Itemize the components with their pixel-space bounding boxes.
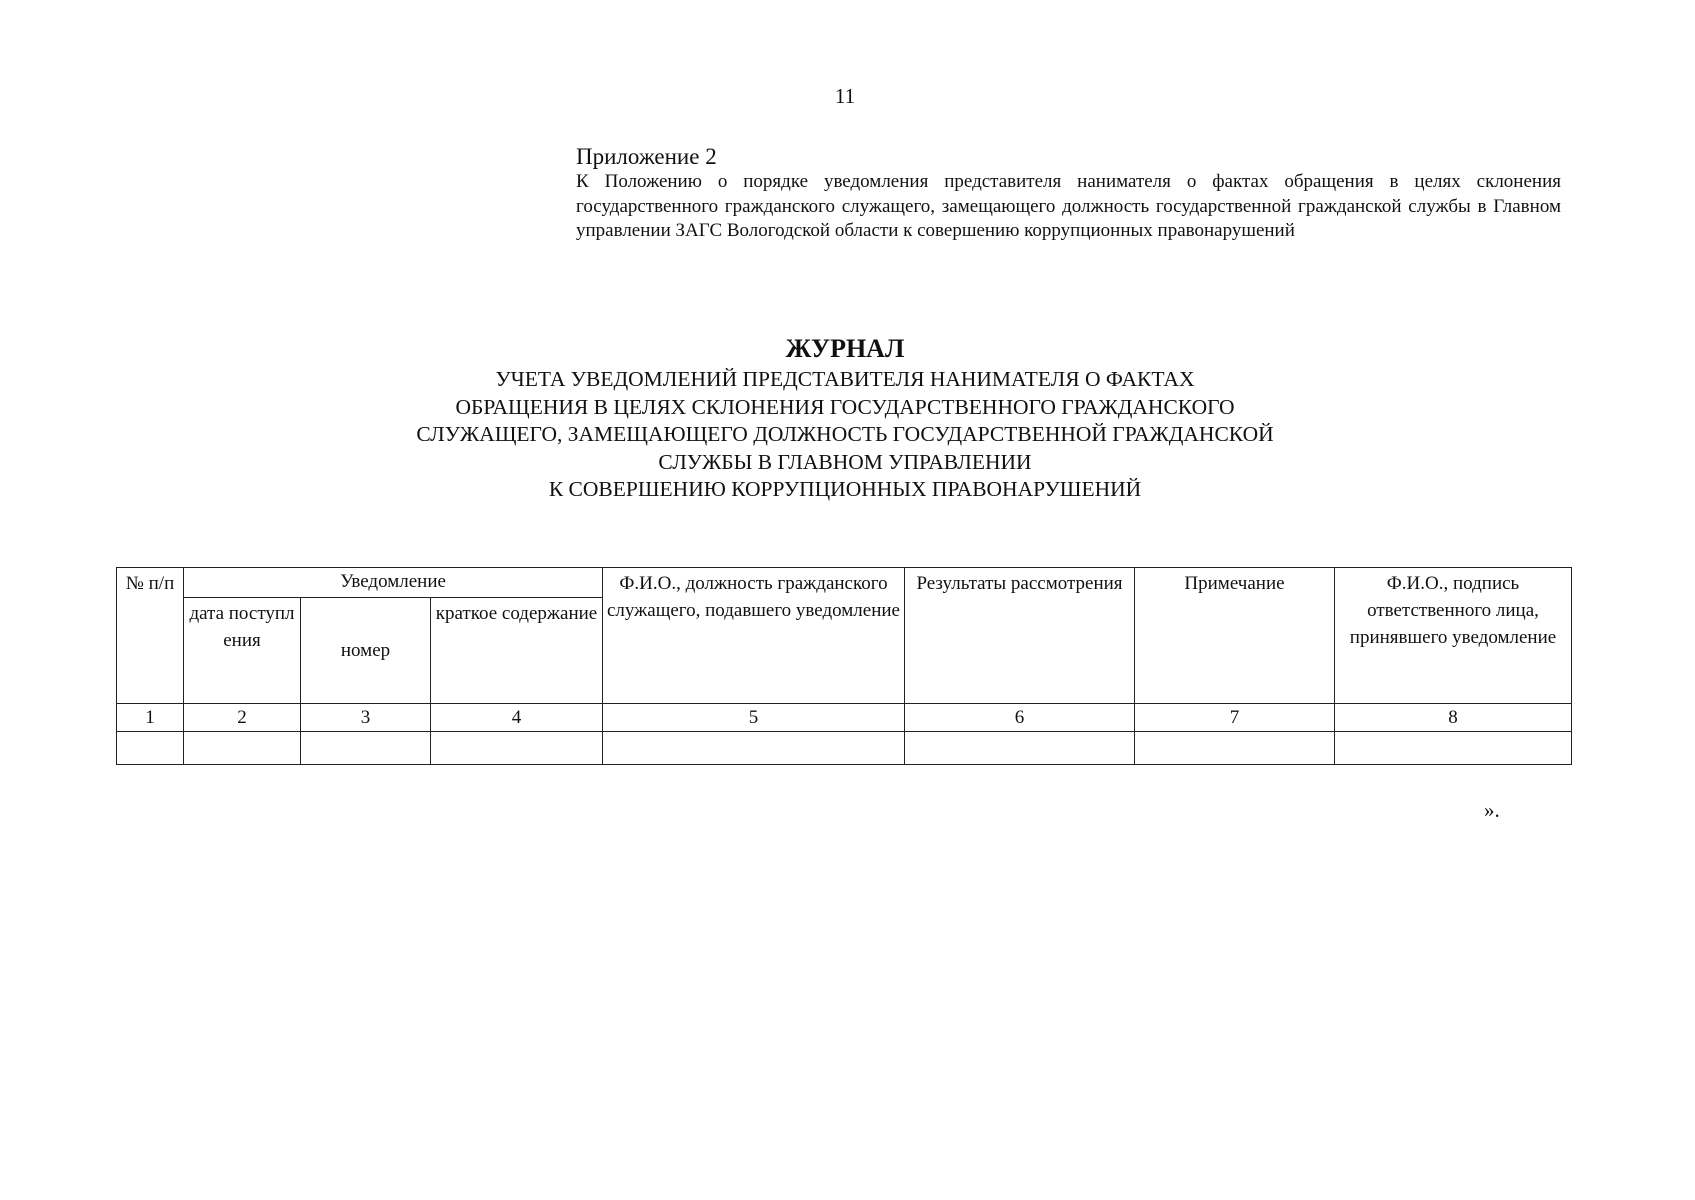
header-summary: краткое содержание bbox=[431, 598, 603, 704]
empty-cell bbox=[184, 732, 301, 765]
page-number: 11 bbox=[834, 84, 856, 108]
column-numbers-row bbox=[117, 704, 1572, 732]
header-fio: Ф.И.О., должность гражданского служащего, подавшего уведомление bbox=[603, 568, 905, 704]
subtitle-line: СЛУЖАЩЕГО, ЗАМЕЩАЮЩЕГО ДОЛЖНОСТЬ ГОСУДАРСТВЕННОЙ ГРАЖДАНСКОЙ bbox=[416, 422, 1274, 447]
journal-title: ЖУРНАЛ bbox=[785, 334, 905, 363]
column-number: 4 bbox=[431, 704, 603, 732]
header-number: номер bbox=[301, 598, 431, 704]
column-number: 6 bbox=[905, 704, 1135, 732]
header-no: № п/п bbox=[117, 568, 184, 704]
header-note: Примечание bbox=[1135, 568, 1335, 704]
subtitle-line: УЧЕТА УВЕДОМЛЕНИЙ ПРЕДСТАВИТЕЛЯ НАНИМАТЕЛЯ О ФАКТАХ bbox=[495, 367, 1195, 391]
column-number: 1 bbox=[117, 704, 184, 732]
column-number: 3 bbox=[301, 704, 431, 732]
subtitle-line: ОБРАЩЕНИЯ В ЦЕЛЯХ СКЛОНЕНИЯ ГОСУДАРСТВЕННОГО ГРАЖДАНСКОГО bbox=[455, 394, 1235, 419]
column-number: 2 bbox=[184, 704, 301, 732]
empty-cell bbox=[431, 732, 603, 765]
header-responsible: Ф.И.О., подпись ответственного лица, принявшего уведомление bbox=[1335, 568, 1572, 704]
empty-cell bbox=[301, 732, 431, 765]
journal-table bbox=[116, 567, 1572, 765]
empty-cell bbox=[905, 732, 1135, 765]
empty-cell bbox=[1135, 732, 1335, 765]
column-number: 8 bbox=[1335, 704, 1572, 732]
column-number: 5 bbox=[603, 704, 905, 732]
empty-cell bbox=[603, 732, 905, 765]
appendix-text: К Положению о порядке уведомления представителя нанимателя о фактах обращения в целях склонения государственного гражданского служащего, замещающего должность государственной гражданской службы в Главном управлении ЗАГС Вологодской области к совершению коррупционных правонарушений bbox=[576, 171, 1561, 241]
appendix-title: Приложение 2 bbox=[576, 144, 717, 169]
subtitle-line: К СОВЕРШЕНИЮ КОРРУПЦИОННЫХ ПРАВОНАРУШЕНИЙ bbox=[548, 477, 1142, 502]
closing-quote: ». bbox=[1484, 798, 1500, 822]
empty-row bbox=[117, 732, 1572, 765]
column-number: 7 bbox=[1135, 704, 1335, 732]
empty-cell bbox=[117, 732, 184, 765]
header-notification: Уведомление bbox=[184, 568, 603, 598]
header-results: Результаты рассмотрения bbox=[905, 568, 1135, 704]
empty-cell bbox=[1335, 732, 1572, 765]
header-date: дата поступл ения bbox=[184, 598, 301, 704]
subtitle-line: СЛУЖБЫ В ГЛАВНОМ УПРАВЛЕНИИ bbox=[658, 449, 1032, 474]
journal-subtitle bbox=[0, 366, 1690, 504]
